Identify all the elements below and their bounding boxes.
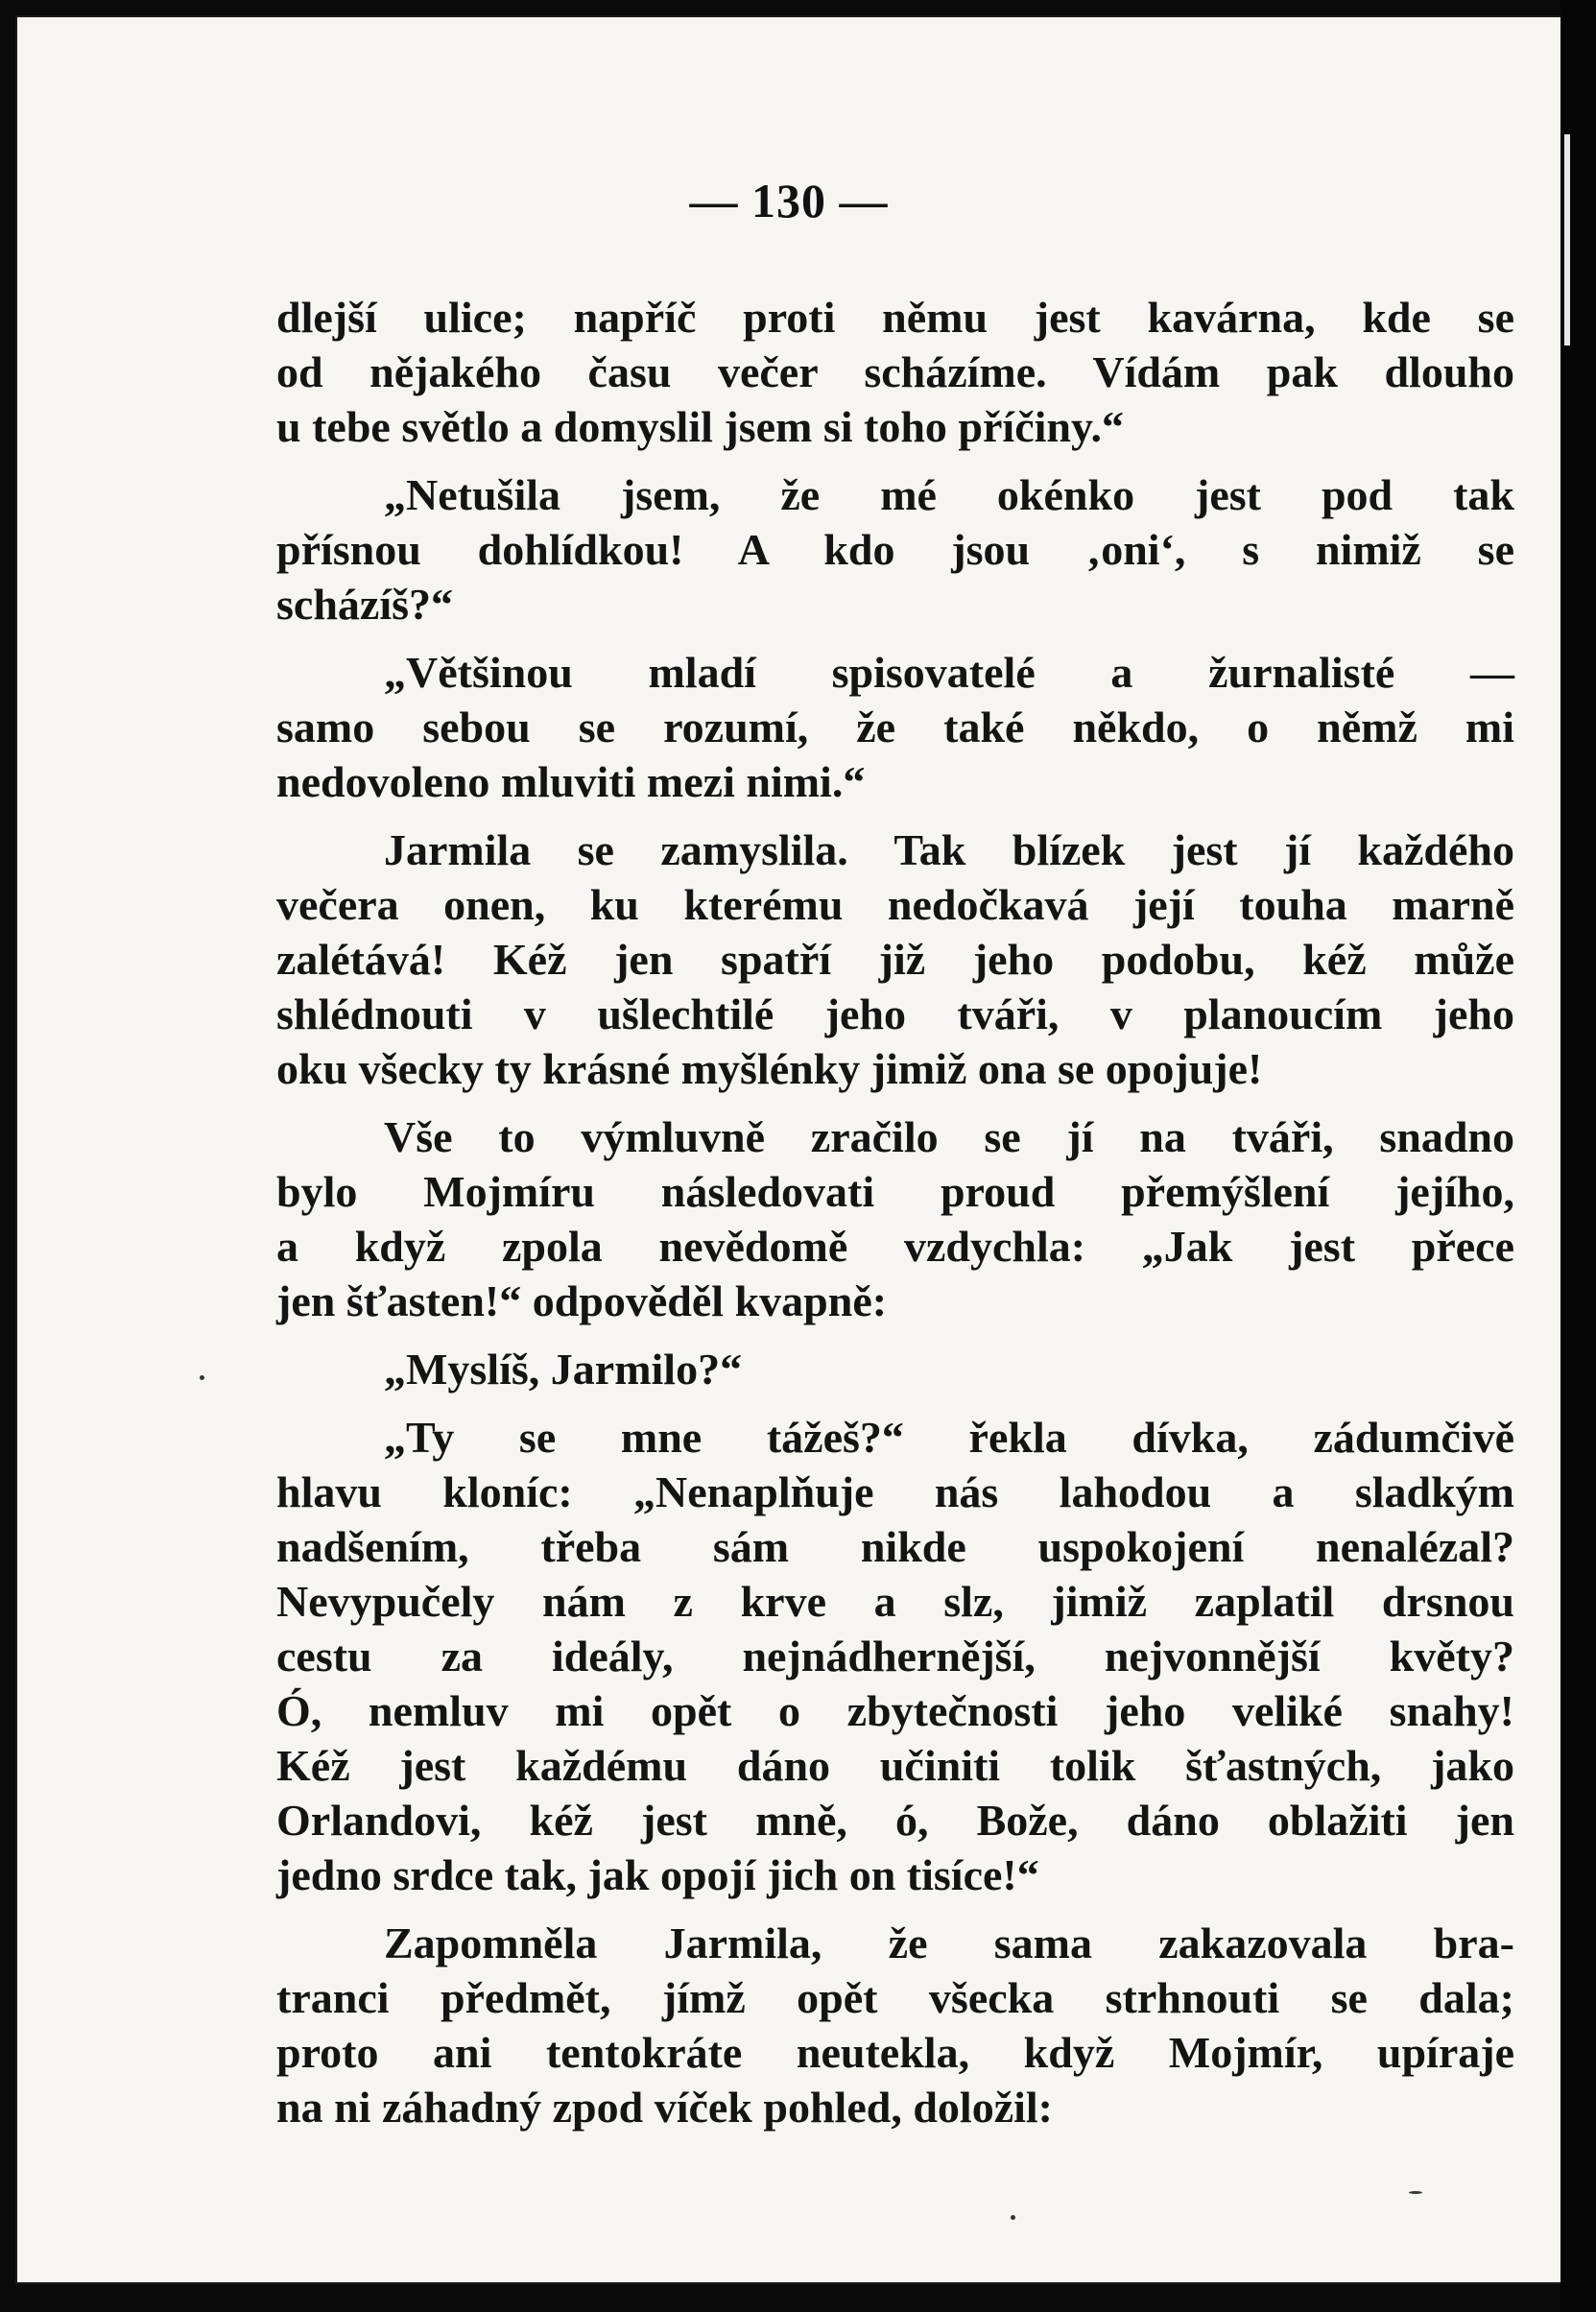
text-line: jen šťasten!“ odpověděl kvapně: (276, 1276, 888, 1325)
text-line: přísnou dohlídkou! A kdo jsou ‚oni‘, s nimiž se (276, 525, 1514, 574)
book-page (17, 17, 1560, 2282)
paragraph (276, 645, 1514, 809)
text-line: samo sebou se rozumí, že také někdo, o němž mi (276, 703, 1514, 751)
paragraph (276, 1342, 1514, 1396)
text-line: proto ani tentokráte neutekla, když Mojmír, upíraje (276, 2028, 1514, 2077)
text-line: scházíš?“ (276, 580, 453, 629)
text-line: večera onen, ku kterému nedočkavá její touha marně (276, 880, 1514, 929)
text-line: oku všecky ty krásné myšlénky jimiž ona se opojuje! (276, 1044, 1263, 1093)
text-line: „Většinou mladí spisovatelé a žurnalisté — (384, 648, 1514, 697)
text-line: bylo Mojmíru následovati proud přemýšlení jejího, (276, 1167, 1514, 1216)
paragraph (276, 1916, 1514, 2134)
print-speck (200, 1375, 204, 1380)
text-line: „Myslíš, Jarmilo?“ (384, 1345, 743, 1394)
text-line: shlédnouti v ušlechtilé jeho tváři, v planoucím jeho (276, 989, 1514, 1038)
text-line: Ó, nemluv mi opět o zbytečnosti jeho veliké snahy! (276, 1686, 1514, 1735)
text-line: a když zpola nevědomě vzdychla: „Jak jest přece (276, 1222, 1514, 1271)
text-line: Nevypučely nám z krve a slz, jimiž zaplatil drsnou (276, 1577, 1514, 1626)
print-speck (1409, 2191, 1422, 2194)
text-line: Zapomněla Jarmila, že sama zakazovala bra- (384, 1919, 1514, 1967)
paragraph (276, 1410, 1514, 1902)
paragraph (276, 290, 1514, 454)
page-number: — 130 — (689, 174, 889, 227)
text-line: zalétává! Kéž jen spatří již jeho podobu, kéž může (276, 935, 1514, 984)
text-line: hlavu kloníc: „Nenaplňuje nás lahodou a sladkým (276, 1467, 1514, 1516)
text-line: tranci předmět, jímž opět všecka strhnouti se dala; (276, 1973, 1514, 2022)
text-line: nedovoleno mluviti mezi nimi.“ (276, 757, 866, 806)
text-line: dlejší ulice; napříč proti němu jest kavárna, kde se (276, 293, 1514, 342)
text-line: Kéž jest každému dáno učiniti tolik šťastných, jako (276, 1741, 1514, 1790)
paragraph (276, 1109, 1514, 1328)
text-line: nadšením, třeba sám nikde uspokojení nenalézal? (276, 1522, 1514, 1571)
scan-edge (1560, 0, 1596, 2312)
scan-edge-strip (1564, 134, 1570, 346)
paragraph (276, 467, 1514, 632)
text-line: „Netušila jsem, že mé okénko jest pod tak (384, 470, 1514, 519)
text-line: „Ty se mne tážeš?“ řekla dívka, zádumčivě (384, 1413, 1514, 1462)
text-line: cestu za ideály, nejnádhernější, nejvonnější květy? (276, 1632, 1514, 1680)
text-line: u tebe světlo a domyslil jsem si toho příčiny.“ (276, 402, 1124, 451)
text-line: Vše to výmluvně zračilo se jí na tváři, snadno (384, 1112, 1514, 1161)
text-line: od nějakého času večer scházíme. Vídám pak dlouho (276, 347, 1514, 396)
print-speck (1011, 2215, 1015, 2220)
text-line: jedno srdce tak, jak opojí jich on tisíce!“ (276, 1850, 1039, 1899)
text-line: Jarmila se zamyslila. Tak blízek jest jí každého (384, 825, 1514, 874)
text-line: na ni záhadný zpod víček pohled, doložil: (276, 2083, 1053, 2132)
text-line: Orlandovi, kéž jest mně, ó, Bože, dáno oblažiti jen (276, 1796, 1514, 1845)
body-text (276, 290, 1514, 2148)
paragraph (276, 822, 1514, 1096)
